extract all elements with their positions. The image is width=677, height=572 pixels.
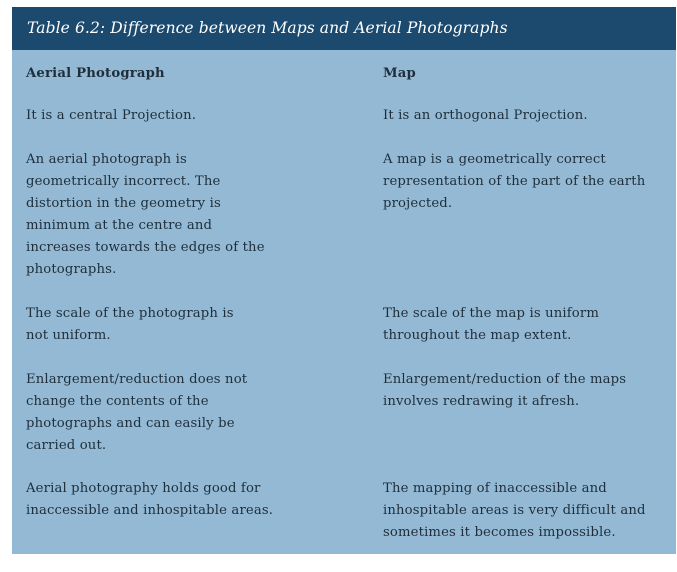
table-caption: Table 6.2: Difference between Maps and Aerial Photographs	[12, 7, 676, 50]
column-header-map: Map	[383, 66, 416, 81]
cell-map-accessibility: The mapping of inaccessible and inhospitable areas is very difficult and sometimes it becomes impossible.	[383, 481, 646, 540]
cell-map-enlargement: Enlargement/reduction of the maps involves redrawing it afresh.	[383, 372, 627, 409]
comparison-table	[12, 7, 676, 554]
cell-aerial-geometry: An aerial photograph is geometrically incorrect. The distortion in the geometry is minimum at the centre and increases towards the edges of the photographs.	[26, 152, 265, 277]
cell-map-scale: The scale of the map is uniform throughout the map extent.	[383, 306, 599, 343]
cell-aerial-scale: The scale of the photograph is not uniform.	[26, 306, 234, 343]
cell-map-projection: It is an orthogonal Projection.	[383, 108, 588, 123]
cell-map-geometry: A map is a geometrically correct representation of the part of the earth projected.	[383, 152, 646, 211]
cell-aerial-accessibility: Aerial photography holds good for inaccessible and inhospitable areas.	[26, 481, 274, 518]
cell-aerial-enlargement: Enlargement/reduction does not change the contents of the photographs and can easily be carried out.	[26, 372, 248, 453]
cell-aerial-projection: It is a central Projection.	[26, 108, 197, 123]
column-header-aerial-photograph: Aerial Photograph	[26, 66, 165, 81]
